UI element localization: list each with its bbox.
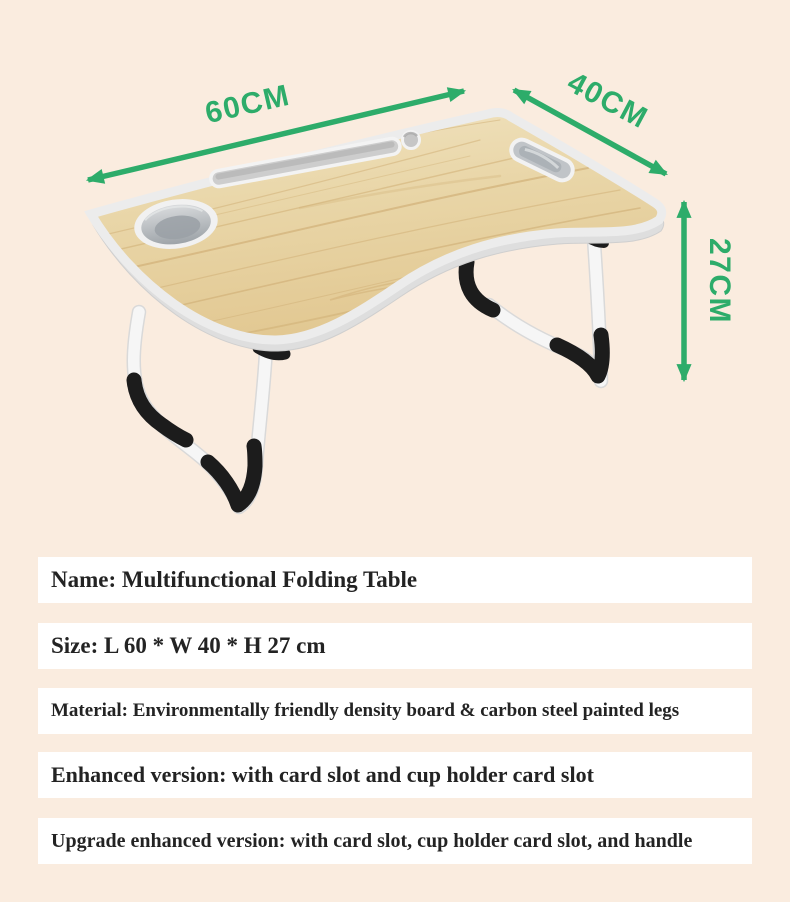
spec-row-size: Size: L 60 * W 40 * H 27 cm (38, 623, 752, 669)
spec-row-name: Name: Multifunctional Folding Table (38, 557, 752, 603)
rear-right-leg (466, 237, 604, 381)
leg-foot-grip (557, 335, 602, 376)
length-label: 60CM (202, 78, 294, 131)
height-label: 27CM (703, 237, 737, 325)
leg-foot-grip (208, 446, 255, 505)
spec-row-upgrade-enhanced-version: Upgrade enhanced version: with card slot, cup holder card slot, and handle (38, 818, 752, 864)
spec-row-material: Material: Environmentally friendly density board & carbon steel painted legs (38, 688, 752, 734)
pen-hole (403, 132, 420, 149)
leg-elbow-grip (134, 380, 186, 440)
spec-row-enhanced-version: Enhanced version: with card slot and cup holder card slot (38, 752, 752, 798)
leg-hinge-bracket (466, 262, 493, 310)
width-label: 40CM (562, 65, 654, 136)
